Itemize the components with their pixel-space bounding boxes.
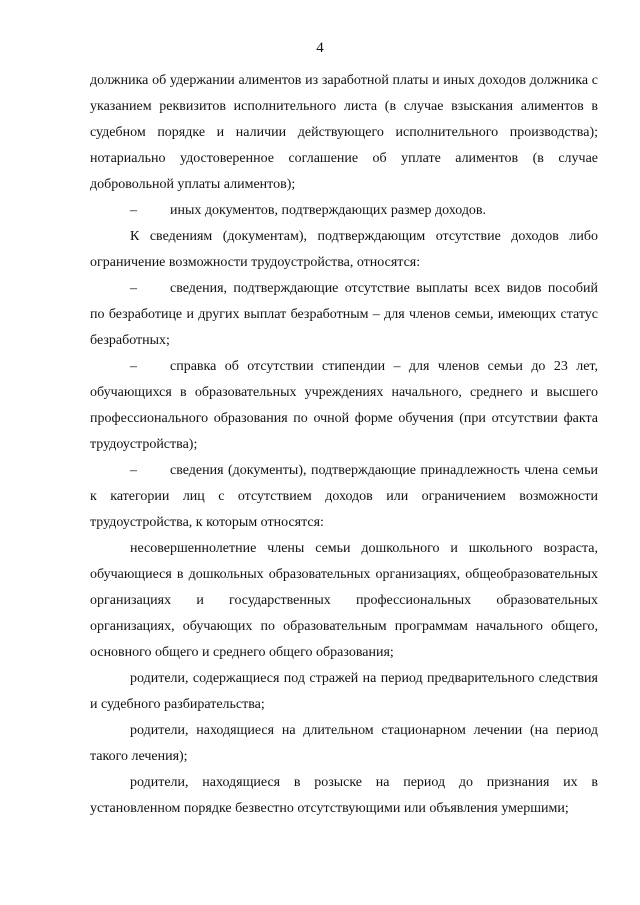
list-item-other-documents <box>90 198 598 224</box>
list-item-text: справка об отсутствии стипендии – для членов семьи до 23 лет, обучающихся в образовательных учреждениях начального, среднего и высшего профессионального образования по очной форме обучения (при отсутствии факта трудоустройства); <box>90 359 598 452</box>
dash-marker: – <box>130 463 137 478</box>
list-item-stipend <box>90 354 598 458</box>
page-number: 4 <box>316 40 324 56</box>
dash-marker: – <box>130 281 137 296</box>
paragraph-text: родители, находящиеся на длительном стационарном лечении (на период такого лечения); <box>90 723 598 764</box>
paragraph-text: родители, содержащиеся под стражей на период предварительного следствия и судебного разбирательства; <box>90 671 598 712</box>
list-item-text: иных документов, подтверждающих размер доходов. <box>170 203 487 218</box>
paragraph-treatment <box>90 718 598 770</box>
paragraph-minors <box>90 536 598 666</box>
dash-marker: – <box>130 203 137 218</box>
paragraph-text: несовершеннолетние члены семьи дошкольного и школьного возраста, обучающиеся в дошкольных образовательных организациях, общеобразовательных организациях и государственных профессиональных образовательных организациях, обучающих по образовательным программам начального общего, основного общего и среднего общего образования; <box>90 541 598 660</box>
paragraph-intro <box>90 224 598 276</box>
list-item-category <box>90 458 598 536</box>
paragraph-text: родители, находящиеся в розыске на период до признания их в установленном порядке безвестно отсутствующими или объявления умершими; <box>90 775 598 816</box>
dash-marker: – <box>130 359 137 374</box>
paragraph-custody <box>90 666 598 718</box>
paragraph-continuation <box>90 68 598 198</box>
list-item-text: сведения (документы), подтверждающие принадлежность члена семьи к категории лиц с отсутствием доходов или ограничением возможности трудоустройства, к которым относятся: <box>90 463 598 530</box>
paragraph-text: К сведениям (документам), подтверждающим отсутствие доходов либо ограничение возможности трудоустройства, относятся: <box>90 229 598 270</box>
paragraph-wanted <box>90 770 598 822</box>
paragraph-text: должника об удержании алиментов из заработной платы и иных доходов должника с указанием реквизитов исполнительного листа (в случае взыскания алиментов в судебном порядке и наличии действующего исполнительного производства); нотариально удостоверенное соглашение об уплате алиментов (в случае добровольной уплаты алиментов); <box>90 73 598 192</box>
list-item-text: сведения, подтверждающие отсутствие выплаты всех видов пособий по безработице и других выплат безработным – для членов семьи, имеющих статус безработных; <box>90 281 598 348</box>
list-item-unemployment <box>90 276 598 354</box>
document-body <box>90 68 598 822</box>
